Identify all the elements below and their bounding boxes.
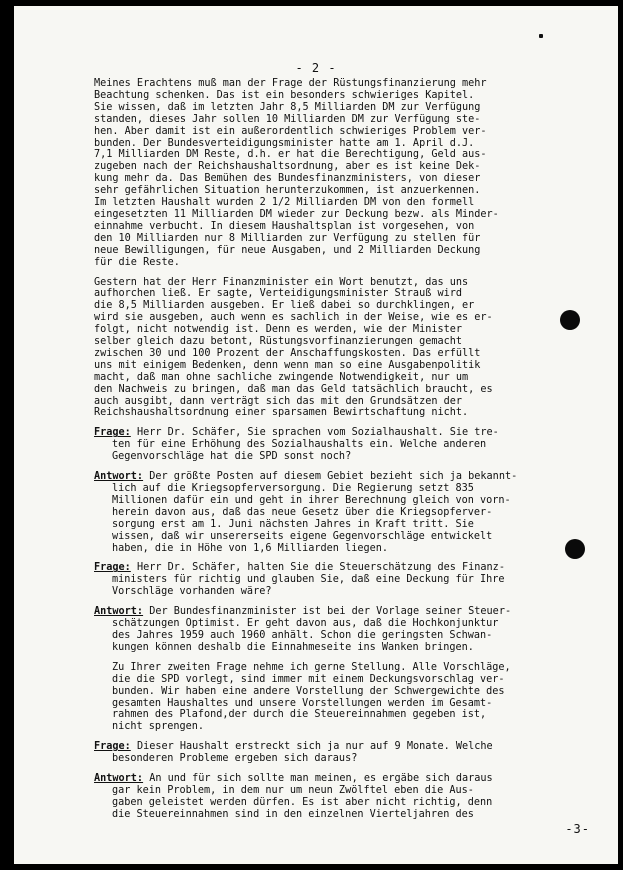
text-line: Vorschläge vorhanden wäre? (112, 586, 272, 598)
document-body (94, 78, 599, 829)
text-line: zugeben nach der Reichshaushaltsordnung, aber es ist keine Dek- (94, 161, 481, 173)
question-steuerschaetzung (94, 562, 599, 598)
text-line: auch ausgibt, dann verträgt sich das mit den Grundsätzen der (94, 395, 463, 407)
text-line: die 8,5 Milliarden ausgeben. Er ließ dabei so durchklingen, er (94, 300, 475, 312)
text-line: Zu Ihrer zweiten Frage nehme ich gerne Stellung. Alle Vorschläge, (112, 661, 511, 673)
qa-text: Dieser Haushalt erstreckt sich ja nur auf 9 Monate. Welche (130, 741, 493, 753)
text-line: rahmen des Plafond,der durch die Steuereinnahmen gegeben ist, (112, 709, 487, 721)
text-line: macht, daß man ohne sachliche zwingende Notwendigkeit, nur um (94, 371, 469, 383)
answer-label: Antwort: (94, 606, 144, 618)
text-line: einnahme verbucht. In diesem Haushaltsplan ist vorgesehen, von (94, 220, 475, 232)
text-line: herein davon aus, daß das neue Gesetz über die Kriegsopferver- (112, 506, 493, 518)
text-line: ministers für richtig und glauben Sie, daß eine Deckung für Ihre (112, 574, 505, 586)
text-line: die Steuereinnahmen sind in den einzelnen Vierteljahren des (112, 808, 474, 820)
text-line: Gegenvorschläge hat die SPD sonst noch? (112, 451, 352, 463)
text-line: Beachtung schenken. Das ist ein besonders schwieriges Kapitel. (94, 89, 475, 101)
qa-text: Herr Dr. Schäfer, Sie sprachen vom Sozialhaushalt. Sie tre- (130, 427, 499, 439)
answer-zwoelftel (94, 773, 599, 821)
text-line: gar kein Problem, in dem nur um neun Zwölftel eben die Aus- (112, 784, 474, 796)
question-neun-monate (94, 741, 599, 765)
text-line: nicht sprengen. (112, 721, 205, 733)
paragraph-ruestungsfinanzierung (94, 78, 599, 269)
text-line: lich auf die Kriegsopferversorgung. Die Regierung setzt 835 (112, 483, 474, 494)
text-line: Gestern hat der Herr Finanzminister ein Wort benutzt, das uns (94, 276, 469, 288)
text-line: Millionen dafür ein und geht in ihrer Berechnung gleich von vorn- (112, 494, 511, 506)
text-line: Sie wissen, daß im letzten Jahr 8,5 Milliarden DM zur Verfügung (94, 101, 481, 113)
text-line: bunden. Wir haben eine andere Vorstellung der Schwergewichte des (112, 685, 505, 697)
question-label: Frage: (94, 562, 131, 574)
qa-text: Der Bundesfinanzminister ist bei der Vorlage seiner Steuer- (143, 606, 512, 618)
text-line: Reichshaushaltsordnung einer sparsamen Bewirtschaftung nicht. (94, 407, 469, 419)
text-line: den 10 Milliarden nur 8 Milliarden zur Verfügung zu stellen für (94, 232, 481, 244)
text-line: uns mit einigem Bedenken, denn wenn man so eine Ausgabenpolitik (94, 359, 481, 371)
text-line: sehr gefährlichen Situation herunterzukommen, ist anzuerkennen. (94, 185, 481, 197)
text-line: ten für eine Erhöhung des Sozialhaushalts ein. Welche anderen (112, 439, 487, 451)
text-line: 7,1 Milliarden DM Reste, d.h. er hat die Berechtigung, Geld aus- (94, 149, 487, 161)
document-page (14, 6, 618, 864)
text-line: standen, dieses Jahr sollen 10 Milliarden DM zur Verfügung ste- (94, 113, 481, 125)
question-sozialhaushalt (94, 427, 599, 463)
text-line: wird sie ausgeben, auch wenn es sachlich in der Weise, wie es er- (94, 312, 493, 324)
text-line: eingesetzten 11 Milliarden DM wieder zur Deckung bezw. als Minder- (94, 208, 499, 220)
answer-label: Antwort: (94, 471, 144, 483)
qa-first-line (94, 562, 599, 574)
qa-first-line (94, 741, 599, 753)
qa-first-line (94, 773, 599, 785)
text-line: des Jahres 1959 auch 1960 anhält. Schon die geringsten Schwan- (112, 629, 493, 641)
page-number-top: - 2 - (295, 61, 337, 75)
paragraph-finanzminister (94, 277, 599, 420)
qa-text: Herr Dr. Schäfer, halten Sie die Steuerschätzung des Finanz- (130, 562, 505, 574)
text-line: bunden. Der Bundesverteidigungsminister hatte am 1. April d.J. (94, 137, 475, 149)
scan-speck (539, 34, 543, 38)
question-label: Frage: (94, 427, 131, 439)
punch-hole (560, 310, 580, 330)
text-line: Meines Erachtens muß man der Frage der Rüstungsfinanzierung mehr (94, 78, 487, 89)
text-line: schätzungen Optimist. Er geht davon aus, daß die Hochkonjunktur (112, 618, 499, 630)
text-line: zwischen 30 und 100 Prozent der Anschaffungskosten. Das erfüllt (94, 347, 481, 359)
text-line: den Nachweis zu bringen, daß man das Geld tatsächlich braucht, es (94, 383, 493, 395)
text-line: gaben geleistet werden dürfen. Es ist aber nicht richtig, denn (112, 796, 493, 808)
text-line: haben, die in Höhe von 1,6 Milliarden liegen. (112, 542, 389, 554)
answer-optimist (94, 606, 599, 654)
text-line: hen. Aber damit ist ein außerordentlich schwieriges Problem ver- (94, 125, 487, 137)
text-line: aufhorchen ließ. Er sagte, Verteidigungsminister Strauß wird (94, 288, 463, 300)
qa-first-line (94, 471, 599, 483)
text-line: kungen können deshalb die Einnahmeseite ins Wanken bringen. (112, 641, 474, 653)
qa-first-line (94, 606, 599, 618)
text-line: gesamten Haushaltes und unsere Vorstellungen werden im Gesamt- (112, 697, 493, 709)
qa-first-line (94, 427, 599, 439)
text-line: die die SPD vorlegt, sind immer mit einem Deckungsvorschlag ver- (112, 673, 505, 685)
punch-hole (565, 539, 585, 559)
text-line: selber gleich dazu betont, Rüstungsvorfinanzierungen gemacht (94, 336, 463, 348)
qa-text: Der größte Posten auf diesem Gebiet bezieht sich ja bekannt- (143, 471, 518, 483)
text-line: besonderen Probleme ergeben sich daraus? (112, 753, 358, 765)
text-line: für die Reste. (94, 256, 180, 268)
page-number-bottom: -3- (565, 822, 590, 836)
answer-label: Antwort: (94, 773, 144, 785)
answer-continuation (94, 662, 599, 733)
qa-text: An und für sich sollte man meinen, es ergäbe sich daraus (143, 773, 493, 785)
text-line: kung mehr da. Das Bemühen des Bundesfinanzministers, von dieser (94, 173, 481, 185)
text-line: Im letzten Haushalt wurden 2 1/2 Milliarden DM von den formell (94, 197, 475, 209)
text-line: sorgung erst am 1. Juni nächsten Jahres in Kraft tritt. Sie (112, 518, 474, 530)
text-line: folgt, nicht notwendig ist. Denn es werden, wie der Minister (94, 324, 463, 336)
question-label: Frage: (94, 741, 131, 753)
text-line: neue Bewilligungen, für neue Ausgaben, und 2 Milliarden Deckung (94, 244, 481, 256)
answer-kriegsopferversorgung (94, 471, 599, 554)
text-line: wissen, daß wir unsererseits eigene Gegenvorschläge entwickelt (112, 530, 493, 542)
